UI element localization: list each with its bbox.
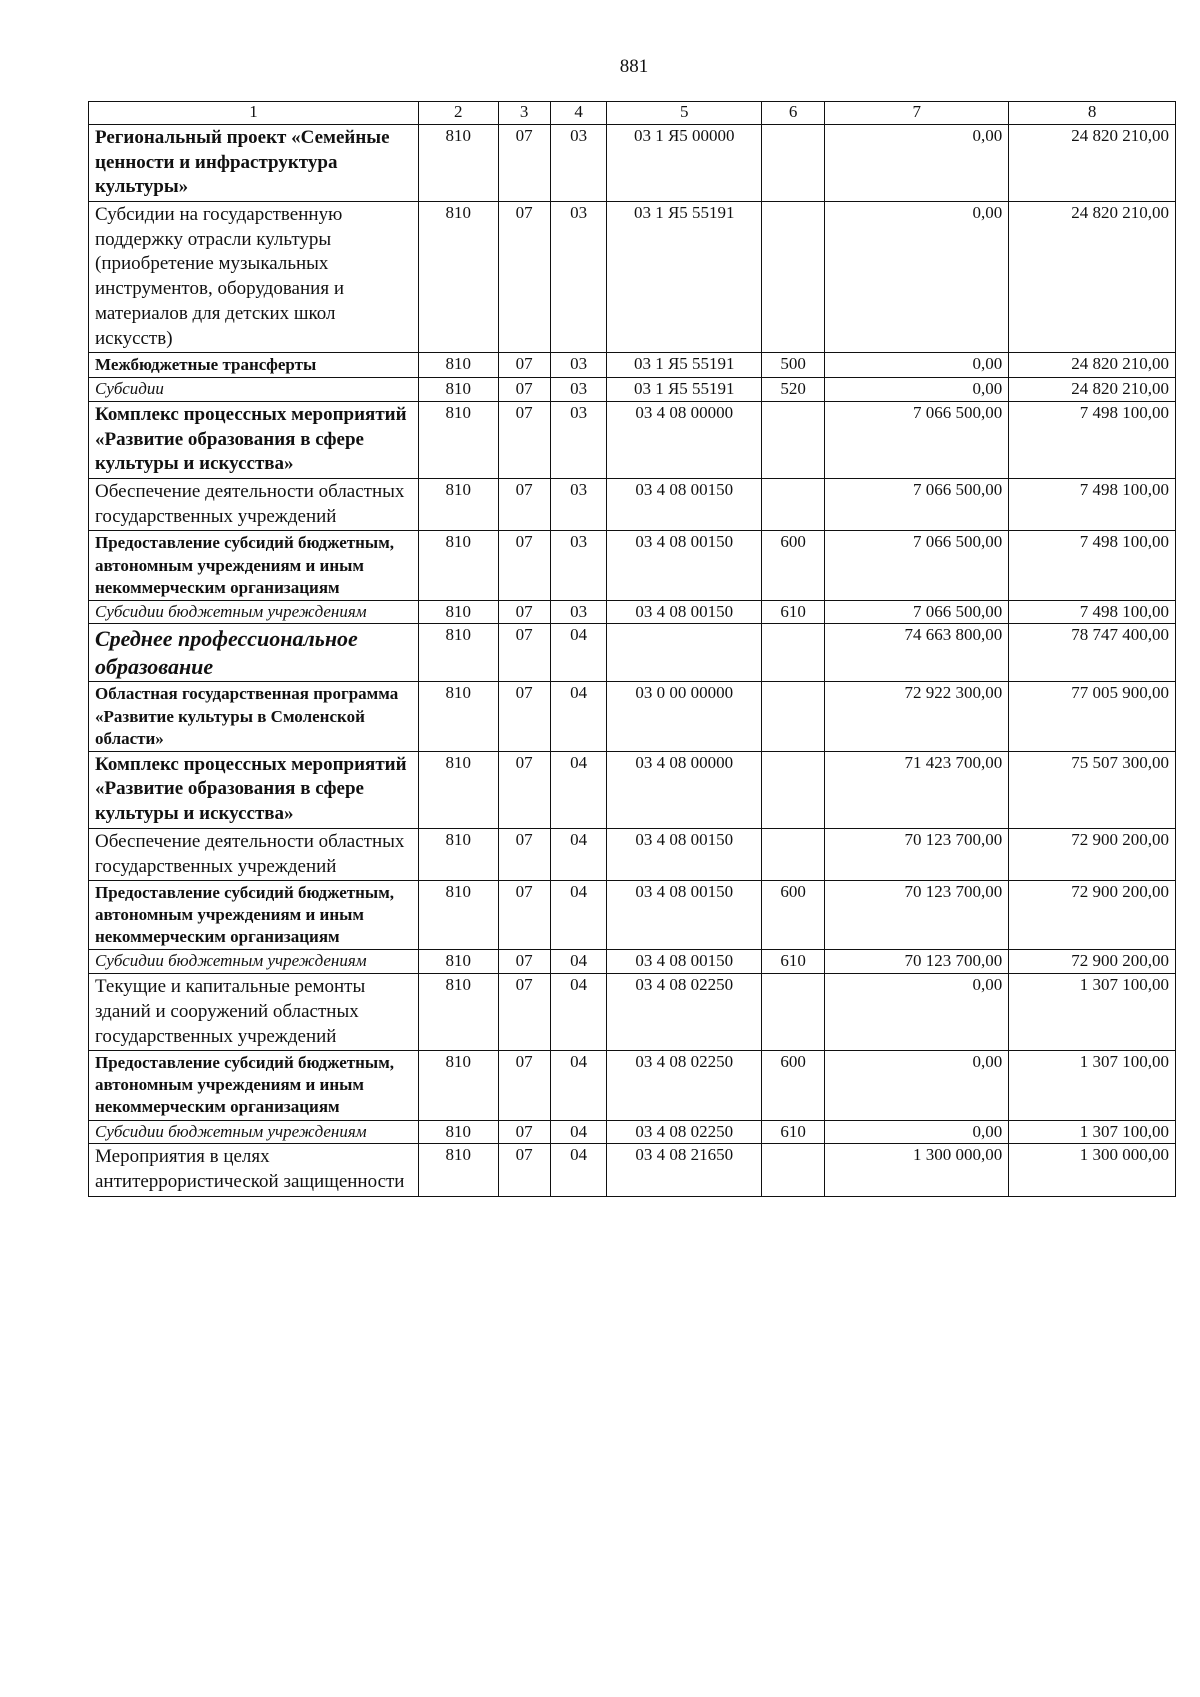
item-name: Межбюджетные трансферты xyxy=(89,353,419,378)
amount-col7: 0,00 xyxy=(825,378,1009,402)
table-row xyxy=(89,479,1176,531)
table-row xyxy=(89,1051,1176,1120)
section-code: 07 xyxy=(498,353,550,378)
expense-type-code: 610 xyxy=(762,1120,825,1144)
amount-col7: 7 066 500,00 xyxy=(825,402,1009,479)
target-article-code: 03 4 08 02250 xyxy=(607,974,762,1051)
section-code: 07 xyxy=(498,881,550,950)
subsection-code: 03 xyxy=(550,353,607,378)
expense-type-code: 610 xyxy=(762,950,825,974)
item-name: Комплекс процессных мероприятий «Развитие образования в сфере культуры и искусства» xyxy=(89,751,419,828)
ministry-code: 810 xyxy=(419,828,499,880)
amount-col7: 71 423 700,00 xyxy=(825,751,1009,828)
amount-col7: 7 066 500,00 xyxy=(825,479,1009,531)
page-number: 881 xyxy=(619,56,649,77)
subsection-code: 03 xyxy=(550,600,607,624)
section-code: 07 xyxy=(498,1051,550,1120)
target-article-code: 03 4 08 00150 xyxy=(607,531,762,600)
col-header: 3 xyxy=(498,102,550,125)
ministry-code: 810 xyxy=(419,1051,499,1120)
item-name: Субсидии бюджетным учреждениям xyxy=(89,1120,419,1144)
ministry-code: 810 xyxy=(419,1144,499,1196)
amount-col7: 74 663 800,00 xyxy=(825,624,1009,682)
table-row xyxy=(89,950,1176,974)
target-article-code: 03 4 08 00150 xyxy=(607,828,762,880)
col-header: 8 xyxy=(1009,102,1176,125)
table-row xyxy=(89,881,1176,950)
section-code: 07 xyxy=(498,378,550,402)
section-code: 07 xyxy=(498,402,550,479)
ministry-code: 810 xyxy=(419,950,499,974)
subsection-code: 04 xyxy=(550,828,607,880)
amount-col8: 24 820 210,00 xyxy=(1009,378,1176,402)
subsection-code: 04 xyxy=(550,1051,607,1120)
amount-col8: 7 498 100,00 xyxy=(1009,402,1176,479)
table-row xyxy=(89,353,1176,378)
table-row xyxy=(89,378,1176,402)
col-header: 1 xyxy=(89,102,419,125)
amount-col7: 70 123 700,00 xyxy=(825,828,1009,880)
amount-col8: 1 300 000,00 xyxy=(1009,1144,1176,1196)
item-name: Текущие и капитальные ремонты зданий и сооружений областных государственных учреждений xyxy=(89,974,419,1051)
table-row xyxy=(89,1144,1176,1196)
expense-type-code xyxy=(762,682,825,751)
amount-col8: 7 498 100,00 xyxy=(1009,531,1176,600)
expense-type-code: 610 xyxy=(762,600,825,624)
item-name: Субсидии бюджетным учреждениям xyxy=(89,950,419,974)
item-name: Мероприятия в целях антитеррористической защищенности xyxy=(89,1144,419,1196)
amount-col8: 24 820 210,00 xyxy=(1009,202,1176,353)
amount-col7: 72 922 300,00 xyxy=(825,682,1009,751)
section-code: 07 xyxy=(498,624,550,682)
subsection-code: 03 xyxy=(550,479,607,531)
expense-type-code xyxy=(762,402,825,479)
amount-col8: 78 747 400,00 xyxy=(1009,624,1176,682)
amount-col7: 7 066 500,00 xyxy=(825,600,1009,624)
amount-col7: 0,00 xyxy=(825,202,1009,353)
amount-col8: 1 307 100,00 xyxy=(1009,1120,1176,1144)
expense-type-code: 600 xyxy=(762,1051,825,1120)
ministry-code: 810 xyxy=(419,682,499,751)
subsection-code: 04 xyxy=(550,881,607,950)
target-article-code: 03 4 08 02250 xyxy=(607,1051,762,1120)
table-row xyxy=(89,531,1176,600)
item-name: Субсидии бюджетным учреждениям xyxy=(89,600,419,624)
ministry-code: 810 xyxy=(419,624,499,682)
ministry-code: 810 xyxy=(419,125,499,202)
item-name: Среднее профессиональное образование xyxy=(89,624,419,682)
col-header: 6 xyxy=(762,102,825,125)
expense-type-code xyxy=(762,202,825,353)
section-code: 07 xyxy=(498,1120,550,1144)
col-header: 4 xyxy=(550,102,607,125)
ministry-code: 810 xyxy=(419,600,499,624)
subsection-code: 04 xyxy=(550,682,607,751)
amount-col8: 24 820 210,00 xyxy=(1009,353,1176,378)
item-name: Субсидии на государственную поддержку отрасли культуры (приобретение музыкальных инструментов, оборудования и материалов для детских школ искусств) xyxy=(89,202,419,353)
subsection-code: 04 xyxy=(550,1144,607,1196)
item-name: Региональный проект «Семейные ценности и инфраструктура культуры» xyxy=(89,125,419,202)
amount-col8: 7 498 100,00 xyxy=(1009,479,1176,531)
table-row xyxy=(89,600,1176,624)
subsection-code: 04 xyxy=(550,624,607,682)
ministry-code: 810 xyxy=(419,402,499,479)
amount-col7: 7 066 500,00 xyxy=(825,531,1009,600)
subsection-code: 04 xyxy=(550,751,607,828)
item-name: Предоставление субсидий бюджетным, автономным учреждениям и иным некоммерческим организациям xyxy=(89,1051,419,1120)
expense-type-code xyxy=(762,974,825,1051)
target-article-code xyxy=(607,624,762,682)
amount-col7: 0,00 xyxy=(825,1051,1009,1120)
subsection-code: 04 xyxy=(550,1120,607,1144)
section-code: 07 xyxy=(498,682,550,751)
ministry-code: 810 xyxy=(419,479,499,531)
item-name: Предоставление субсидий бюджетным, автономным учреждениям и иным некоммерческим организациям xyxy=(89,531,419,600)
target-article-code: 03 1 Я5 55191 xyxy=(607,378,762,402)
ministry-code: 810 xyxy=(419,353,499,378)
target-article-code: 03 4 08 00150 xyxy=(607,479,762,531)
subsection-code: 03 xyxy=(550,125,607,202)
subsection-code: 04 xyxy=(550,974,607,1051)
expense-type-code xyxy=(762,751,825,828)
section-code: 07 xyxy=(498,479,550,531)
ministry-code: 810 xyxy=(419,1120,499,1144)
subsection-code: 03 xyxy=(550,402,607,479)
expense-type-code: 520 xyxy=(762,378,825,402)
table-row xyxy=(89,682,1176,751)
target-article-code: 03 0 00 00000 xyxy=(607,682,762,751)
section-code: 07 xyxy=(498,1144,550,1196)
target-article-code: 03 1 Я5 00000 xyxy=(607,125,762,202)
expense-type-code: 500 xyxy=(762,353,825,378)
subsection-code: 04 xyxy=(550,950,607,974)
ministry-code: 810 xyxy=(419,378,499,402)
section-code: 07 xyxy=(498,202,550,353)
item-name: Комплекс процессных мероприятий «Развитие образования в сфере культуры и искусства» xyxy=(89,402,419,479)
budget-table xyxy=(88,101,1176,1197)
target-article-code: 03 1 Я5 55191 xyxy=(607,202,762,353)
section-code: 07 xyxy=(498,950,550,974)
amount-col8: 77 005 900,00 xyxy=(1009,682,1176,751)
amount-col7: 0,00 xyxy=(825,125,1009,202)
target-article-code: 03 4 08 02250 xyxy=(607,1120,762,1144)
amount-col7: 0,00 xyxy=(825,974,1009,1051)
target-article-code: 03 1 Я5 55191 xyxy=(607,353,762,378)
target-article-code: 03 4 08 00000 xyxy=(607,402,762,479)
table-row xyxy=(89,751,1176,828)
amount-col7: 70 123 700,00 xyxy=(825,881,1009,950)
amount-col8: 1 307 100,00 xyxy=(1009,974,1176,1051)
ministry-code: 810 xyxy=(419,974,499,1051)
ministry-code: 810 xyxy=(419,531,499,600)
expense-type-code xyxy=(762,1144,825,1196)
section-code: 07 xyxy=(498,974,550,1051)
section-code: 07 xyxy=(498,828,550,880)
table-row xyxy=(89,125,1176,202)
amount-col7: 0,00 xyxy=(825,1120,1009,1144)
expense-type-code: 600 xyxy=(762,531,825,600)
target-article-code: 03 4 08 00150 xyxy=(607,881,762,950)
item-name: Обеспечение деятельности областных государственных учреждений xyxy=(89,828,419,880)
expense-type-code xyxy=(762,828,825,880)
amount-col7: 1 300 000,00 xyxy=(825,1144,1009,1196)
amount-col8: 72 900 200,00 xyxy=(1009,881,1176,950)
section-code: 07 xyxy=(498,751,550,828)
item-name: Обеспечение деятельности областных государственных учреждений xyxy=(89,479,419,531)
section-code: 07 xyxy=(498,125,550,202)
expense-type-code: 600 xyxy=(762,881,825,950)
table-row xyxy=(89,1120,1176,1144)
col-header: 2 xyxy=(419,102,499,125)
amount-col8: 1 307 100,00 xyxy=(1009,1051,1176,1120)
amount-col7: 70 123 700,00 xyxy=(825,950,1009,974)
amount-col8: 24 820 210,00 xyxy=(1009,125,1176,202)
subsection-code: 03 xyxy=(550,202,607,353)
amount-col8: 72 900 200,00 xyxy=(1009,950,1176,974)
section-code: 07 xyxy=(498,600,550,624)
subsection-code: 03 xyxy=(550,531,607,600)
table-body xyxy=(89,125,1176,1197)
table-row xyxy=(89,974,1176,1051)
item-name: Предоставление субсидий бюджетным, автономным учреждениям и иным некоммерческим организациям xyxy=(89,881,419,950)
target-article-code: 03 4 08 00150 xyxy=(607,600,762,624)
expense-type-code xyxy=(762,624,825,682)
section-code: 07 xyxy=(498,531,550,600)
item-name: Субсидии xyxy=(89,378,419,402)
table-row xyxy=(89,624,1176,682)
subsection-code: 03 xyxy=(550,378,607,402)
ministry-code: 810 xyxy=(419,751,499,828)
item-name: Областная государственная программа «Развитие культуры в Смоленской области» xyxy=(89,682,419,751)
expense-type-code xyxy=(762,125,825,202)
header-row xyxy=(89,102,1176,125)
ministry-code: 810 xyxy=(419,881,499,950)
target-article-code: 03 4 08 00150 xyxy=(607,950,762,974)
amount-col8: 7 498 100,00 xyxy=(1009,600,1176,624)
table-row xyxy=(89,402,1176,479)
target-article-code: 03 4 08 21650 xyxy=(607,1144,762,1196)
amount-col8: 75 507 300,00 xyxy=(1009,751,1176,828)
amount-col8: 72 900 200,00 xyxy=(1009,828,1176,880)
target-article-code: 03 4 08 00000 xyxy=(607,751,762,828)
col-header: 7 xyxy=(825,102,1009,125)
table-row xyxy=(89,828,1176,880)
amount-col7: 0,00 xyxy=(825,353,1009,378)
expense-type-code xyxy=(762,479,825,531)
ministry-code: 810 xyxy=(419,202,499,353)
table-row xyxy=(89,202,1176,353)
col-header: 5 xyxy=(607,102,762,125)
